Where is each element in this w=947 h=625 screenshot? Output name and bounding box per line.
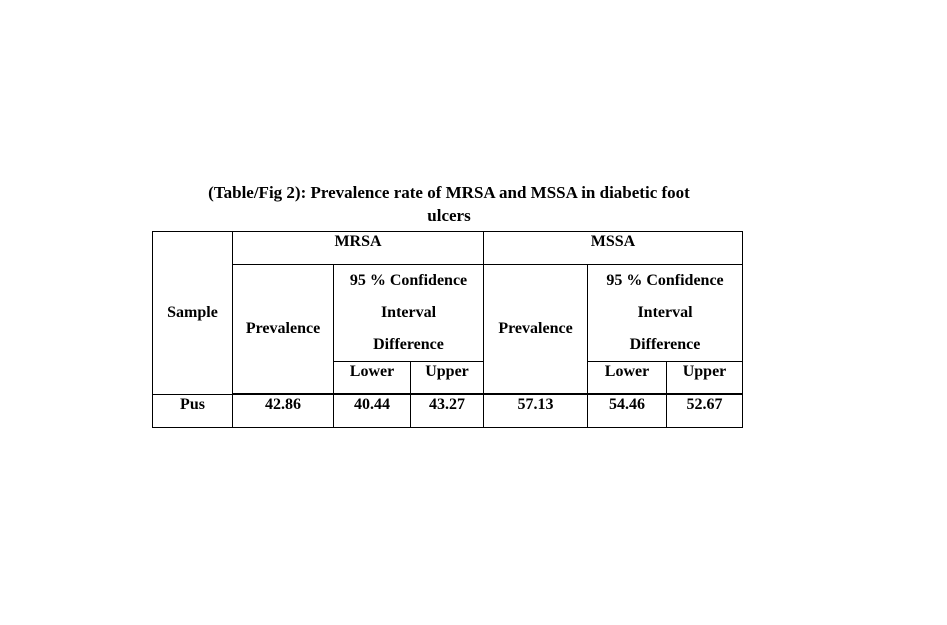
mssa-ci-line-3: Difference [629,336,701,353]
mssa-upper-header: Upper [667,362,743,394]
mrsa-ci-line-1: 95 % Confidence [349,272,468,289]
mssa-upper-cell: 52.67 [667,395,743,428]
caption-line-2: ulcers [427,206,471,225]
sample-header: Sample [153,232,233,395]
mssa-group-header: MSSA [484,232,743,265]
header-row-groups [153,232,743,265]
mssa-ci-header [588,265,743,362]
mssa-prevalence-cell: 57.13 [484,395,588,428]
mrsa-ci-line-3: Difference [373,336,444,353]
mssa-ci-line-2: Interval [637,304,693,321]
mrsa-ci-line-2: Interval [380,304,437,321]
mrsa-lower-cell: 40.44 [334,395,411,428]
mrsa-upper-cell: 43.27 [411,395,484,428]
prevalence-table [152,231,743,428]
table-row [153,395,743,428]
table-caption [152,181,746,227]
mrsa-prevalence-cell: 42.86 [233,395,334,428]
mrsa-ci-header [334,265,484,362]
mssa-lower-cell: 54.46 [588,395,667,428]
mssa-prevalence-header: Prevalence [484,265,588,394]
header-row-ci [153,265,743,362]
mssa-lower-header: Lower [588,362,667,394]
mssa-ci-line-1: 95 % Confidence [606,272,724,289]
mrsa-prevalence-header: Prevalence [233,265,334,394]
mrsa-upper-header: Upper [411,362,484,394]
mrsa-lower-header: Lower [334,362,411,394]
sample-cell: Pus [153,395,233,428]
caption-line-1: (Table/Fig 2): Prevalence rate of MRSA and MSSA in diabetic foot [208,183,690,202]
mrsa-group-header: MRSA [233,232,484,265]
